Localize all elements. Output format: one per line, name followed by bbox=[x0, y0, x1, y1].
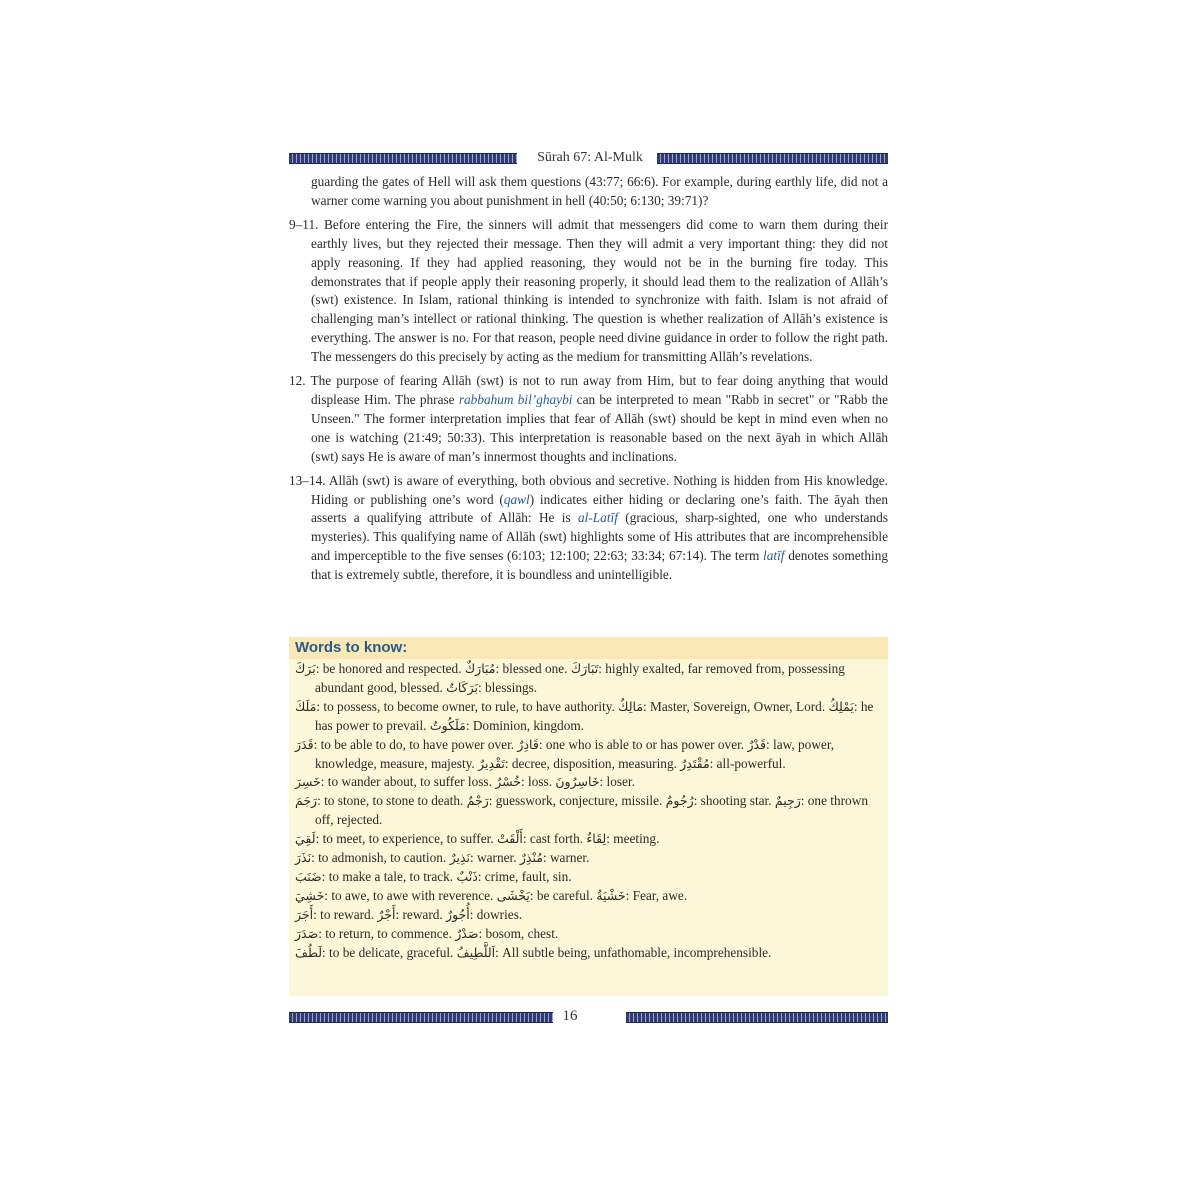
word-entry: لَقِيَ: to meet, to experience, to suffer. أَلْقَتْ: cast forth. لِقَاءٌ: meeting. bbox=[295, 831, 660, 847]
page-number: 16 bbox=[562, 1008, 578, 1024]
word-entry: صَدَرَ: to return, to commence. صَدْرٌ: bosom, chest. bbox=[295, 925, 559, 941]
commentary bbox=[289, 173, 888, 590]
word-entry: خَسِرَ: to wander about, to suffer loss. خُسْرٌ: loss. خَاسِرُونَ: loser. bbox=[295, 774, 635, 790]
words-to-know-box bbox=[289, 637, 888, 996]
footer-rule-right bbox=[626, 1012, 888, 1023]
word-entry: لَطُفَ: to be delicate, graceful. اَللَّطِيفُ: All subtle being, unfathomable, incomprehensible. bbox=[295, 944, 772, 960]
footer-rule-left bbox=[289, 1012, 553, 1023]
note-continued: guarding the gates of Hell will ask them questions (43:77; 66:6). For example, during earthly life, did not a warner come warning you about punishment in hell (40:50; 6:130; 39:71)? bbox=[311, 174, 888, 208]
note-13-14: 13–14. Allāh (swt) is aware of everything, both obvious and secretive. Nothing is hidden from His knowledge. Hiding or publishing one’s word (qawl) indicates either hiding or declaring one’s faith. The āyah then asserts a qualifying attribute of Allāh: He is al-Latīf (gracious, sharp-sighted, one who understands mysteries). This qualifying name of Allāh (swt) highlights some of His attributes that are incomprehensible and imperceptible to the five senses (6:103; 12:100; 22:63; 33:34; 67:14). The term latīf denotes something that is extremely subtle, therefore, it is boundless and unintelligible. bbox=[289, 472, 889, 583]
word-entry: قَدَرَ: to be able to do, to have power over. قَادِرٌ: one who is able to or has power over. قَدْرٌ: law, power, knowledge, measure, majesty. تَقْدِيرٌ: decree, disposition, measuring. مُقْتَدِرٌ: all-powerful. bbox=[295, 736, 835, 771]
term-latif: latīf bbox=[763, 548, 785, 564]
words-to-know-heading: Words to know: bbox=[289, 637, 888, 659]
word-entry: خَشِيَ: to awe, to awe with reverence. يَخْشَى: be careful. خَشْيَةٌ: Fear, awe. bbox=[295, 887, 688, 903]
note-9-11: 9–11. Before entering the Fire, the sinners will admit that messengers did come to warn them during their earthly lives, but they rejected their message. Then they will admit a very important thing: they did not apply reasoning. If they had applied reasoning, they would not be in the burning fire today. This demonstrates that if people apply their reasoning properly, it should lead them to the realization of Allāh’s (swt) existence. In Islam, rational thinking is intended to synchronize with faith. Islam is not afraid of challenging man’s intellect or rational thinking. The question is whether realization of Allāh’s existence is everything. The answer is no. For that reason, people need divine guidance in order to follow the right path. The messengers do this precisely by acting as the medium for transmitting Allāh’s revelations. bbox=[289, 216, 889, 365]
word-entry: نَذَرَ: to admonish, to caution. نَذِيرٌ: warner. مُنْذِرٌ: warner. bbox=[295, 850, 590, 866]
term-al-latif: al-Latīf bbox=[578, 510, 618, 526]
word-entry: بَرَكَ: be honored and respected. مُبَارَكٌ: blessed one. تَبَارَكَ: highly exalted, far removed from, possessing abundant good, blessed. بَرَكَاتٌ: blessings. bbox=[295, 661, 845, 695]
word-entry: أَجَرَ: to reward. أَجْرٌ: reward. أُجُورٌ: dowries. bbox=[295, 906, 523, 922]
header-rule-left bbox=[289, 153, 517, 164]
term-qawl: qawl bbox=[503, 491, 530, 507]
word-entry: ضَنَبَ: to make a tale, to track. ذَنْبٌ: crime, fault, sin. bbox=[295, 868, 572, 884]
words-list bbox=[289, 659, 888, 963]
page-header-title: Sūrah 67: Al-Mulk bbox=[537, 150, 643, 165]
word-entry: مَلَكَ: to possess, to become owner, to rule, to have authority. مَالِكٌ: Master, Sovereign, Owner, Lord. يَمْلِكُ: he has power to prevail. مَلَكُوتٌ: Dominion, kingdom. bbox=[295, 698, 874, 733]
term-rabbahum: rabbahum bil’ghaybi bbox=[458, 391, 573, 407]
header-rule-right bbox=[657, 153, 888, 164]
word-entry: رَجَمَ: to stone, to stone to death. رَجْمٌ: guesswork, conjecture, missile. رُجُومٌ: shooting star. رَجِيمٌ: one thrown off, rejected. bbox=[295, 793, 868, 828]
note-12: 12. The purpose of fearing Allāh (swt) is not to run away from Him, but to fear doing anything that would displease Him. The phrase rabbahum bil’ghaybi can be interpreted to mean "Rabb in secret" or "Rabb the Unseen." The former interpretation implies that fear of Allāh (swt) should be kept in mind even when no one is watching (21:49; 50:33). This interpretation is reasonable based on the next āyah in which Allāh (swt) says He is aware of man’s innermost thoughts and inclinations. bbox=[289, 373, 888, 464]
